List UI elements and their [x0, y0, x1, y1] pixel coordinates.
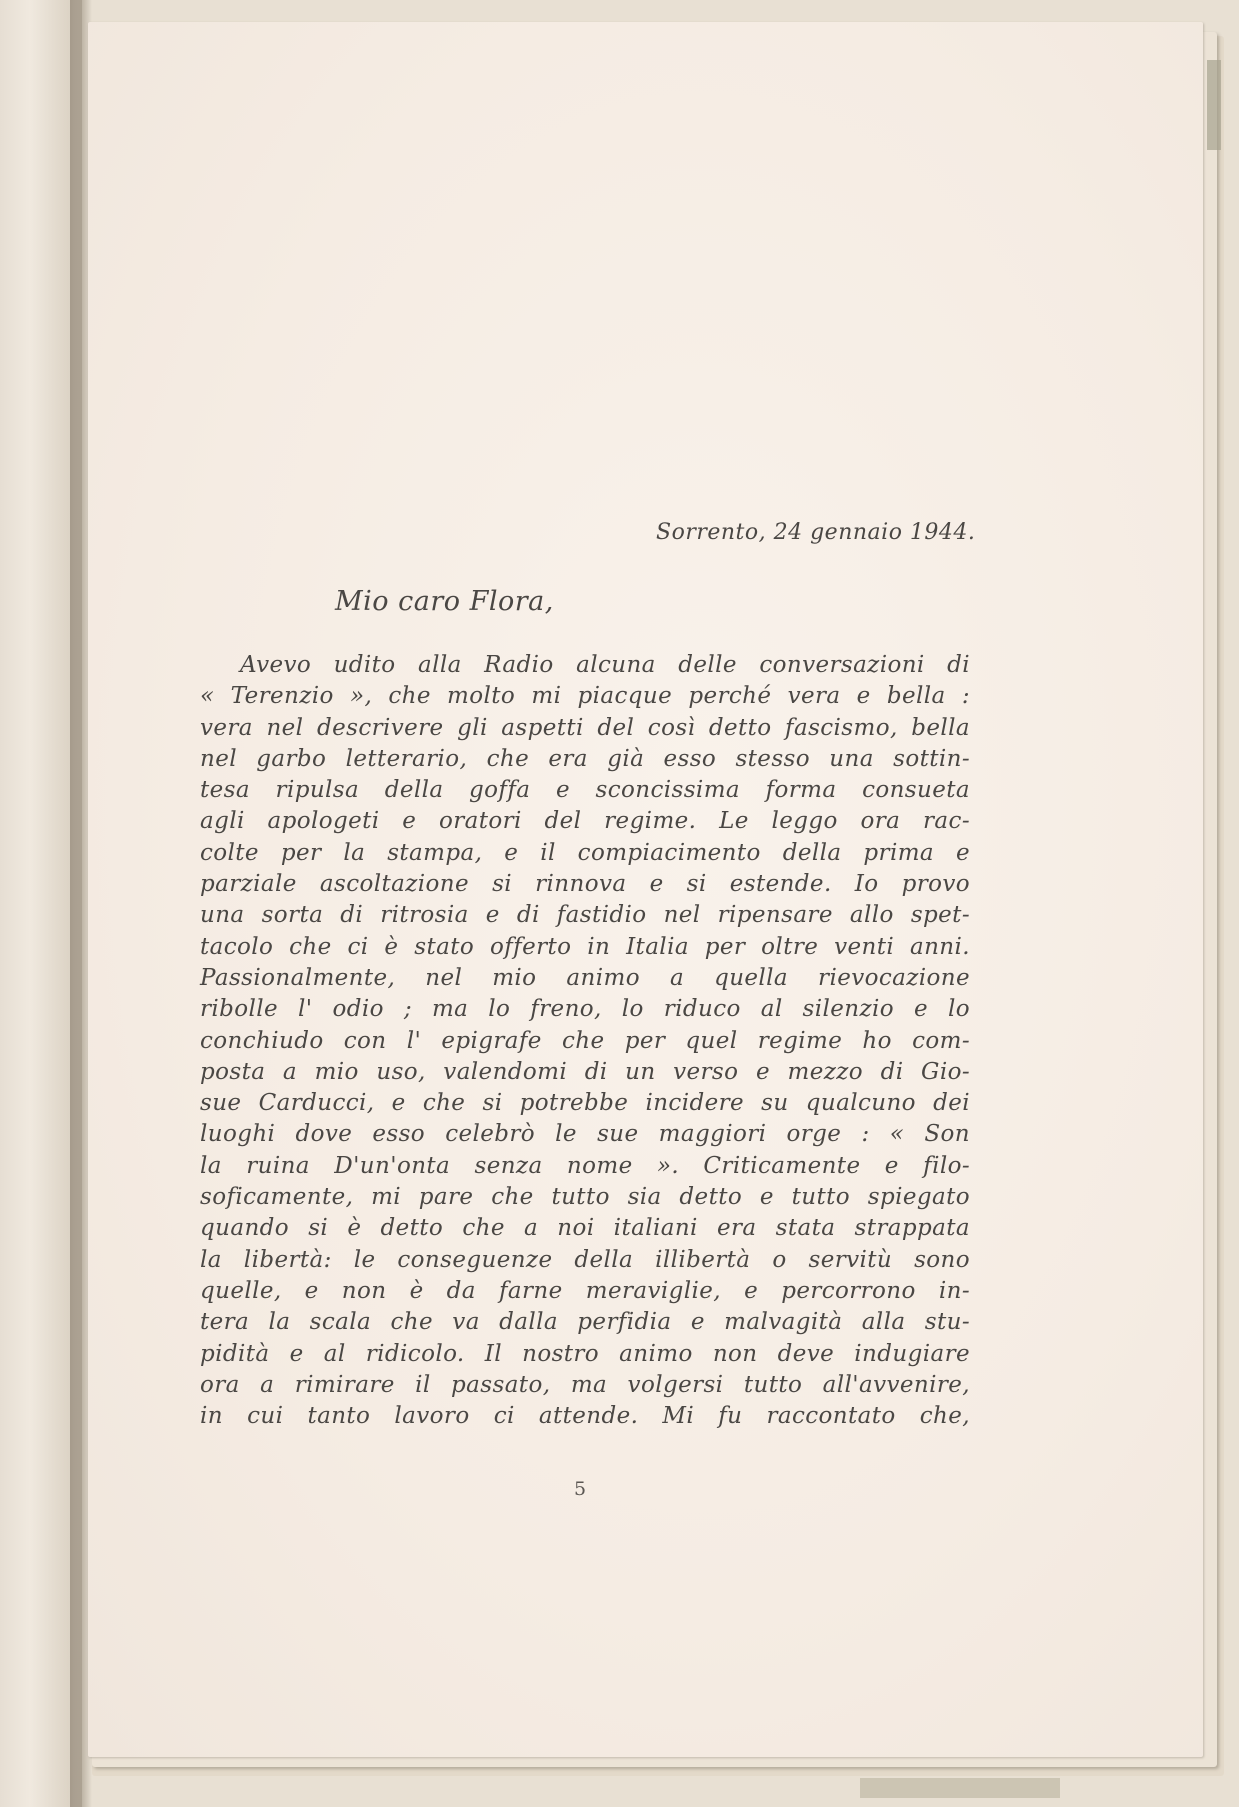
text-line: vera nel descrivere gli aspetti del così detto fascismo, bella — [200, 714, 970, 741]
text-line: Passionalmente, nel mio animo a quella rievocazione — [200, 964, 970, 991]
text-line: posta a mio uso, valendomi di un verso e mezzo di Gio- — [200, 1058, 970, 1085]
text-line: tesa ripulsa della goffa e sconcissima forma consueta — [200, 777, 970, 804]
text-line: la libertà: le conseguenze della illibertà o servitù sono — [200, 1246, 970, 1273]
text-line: tera la scala che va dalla perfidia e malvagità alla stu- — [200, 1309, 970, 1336]
page-edge-tab — [860, 1778, 1060, 1798]
letter-salutation: Mio caro Flora, — [335, 586, 554, 617]
text-line: in cui tanto lavoro ci attende. Mi fu raccontato che, — [200, 1403, 970, 1430]
text-line: Avevo udito alla Radio alcuna delle conversazioni di — [240, 652, 970, 678]
text-line: ribolle l' odio ; ma lo freno, lo riduco al silenzio e lo — [200, 996, 970, 1023]
letter-dateline: Sorrento, 24 gennaio 1944. — [656, 520, 976, 545]
text-line: conchiudo con l' epigrafe che per quel regime ho com- — [200, 1027, 970, 1054]
page-number: 5 — [574, 1478, 587, 1500]
text-line: pidità e al ridicolo. Il nostro animo non deve indugiare — [200, 1340, 970, 1367]
text-line: la ruina D'un'onta senza nome ». Criticamente e filo- — [200, 1152, 970, 1179]
letter-body — [200, 650, 970, 1432]
text-line: colte per la stampa, e il compiacimento della prima e — [200, 839, 970, 866]
text-line: tacolo che ci è stato offerto in Italia per oltre venti anni. — [200, 933, 970, 960]
text-line: quando si è detto che a noi italiani era stata strappata — [200, 1215, 970, 1242]
text-line: parziale ascoltazione si rinnova e si estende. Io provo — [200, 871, 970, 898]
text-line: nel garbo letterario, che era già esso stesso una sottin- — [200, 745, 970, 772]
text-line: sue Carducci, e che si potrebbe incidere su qualcuno dei — [200, 1090, 970, 1117]
text-line: soficamente, mi pare che tutto sia detto e tutto spiegato — [200, 1184, 970, 1211]
text-line: agli apologeti e oratori del regime. Le leggo ora rac- — [200, 808, 970, 835]
text-line: quelle, e non è da farne meraviglie, e percorrono in- — [200, 1277, 970, 1304]
text-line: ora a rimirare il passato, ma volgersi tutto all'avvenire, — [200, 1371, 970, 1398]
text-line: « Terenzio », che molto mi piacque perché vera e bella : — [200, 683, 970, 710]
text-line: luoghi dove esso celebrò le sue maggiori orge : « Son — [200, 1121, 970, 1148]
text-line: una sorta di ritrosia e di fastidio nel ripensare allo spet- — [200, 902, 970, 929]
page-edge-tab — [1207, 60, 1221, 150]
